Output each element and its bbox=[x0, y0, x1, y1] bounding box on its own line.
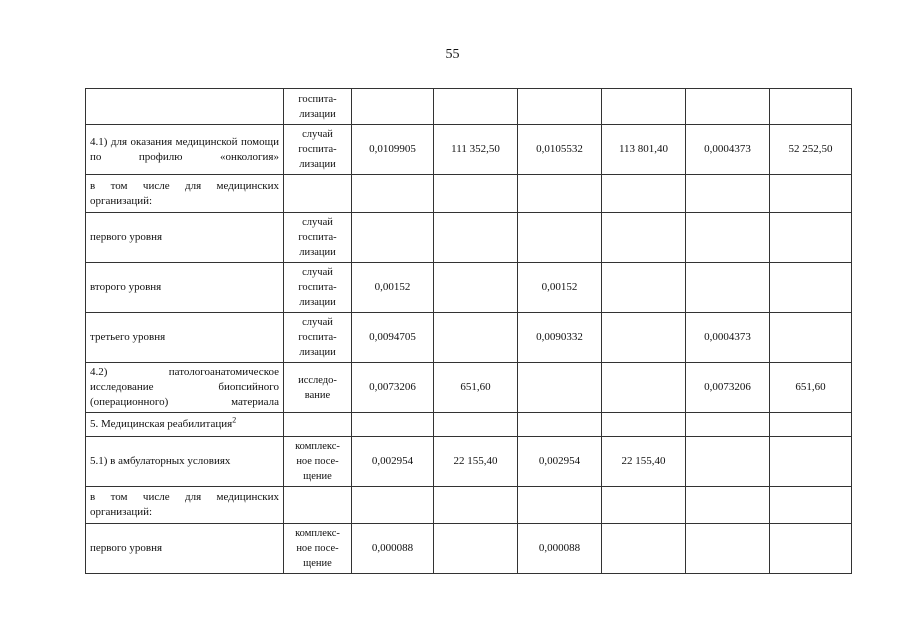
value-cell: 651,60 bbox=[434, 363, 518, 413]
value-cell bbox=[518, 213, 602, 263]
value-cell: 0,0105532 bbox=[518, 125, 602, 175]
value-cell: 22 155,40 bbox=[434, 437, 518, 487]
value-cell bbox=[686, 413, 770, 437]
value-cell bbox=[770, 263, 852, 313]
value-cell bbox=[352, 413, 434, 437]
unit-text: комплекс- ное посе- щение bbox=[295, 528, 340, 569]
value-cell bbox=[434, 487, 518, 524]
value-cell bbox=[518, 363, 602, 413]
value-cell: 0,0109905 bbox=[352, 125, 434, 175]
value-cell bbox=[518, 487, 602, 524]
table-row bbox=[86, 89, 852, 125]
row-description bbox=[86, 175, 284, 213]
row-description: третьего уровня bbox=[86, 313, 284, 363]
row-description bbox=[86, 125, 284, 175]
desc-text: в том числе для медицинских организаций: bbox=[90, 491, 279, 518]
value-cell bbox=[686, 263, 770, 313]
row-description bbox=[86, 363, 284, 413]
unit-text: случай госпита- лизации bbox=[298, 129, 337, 170]
value-cell bbox=[602, 524, 686, 574]
value-cell bbox=[602, 363, 686, 413]
value-cell bbox=[352, 89, 434, 125]
value-cell: 0,0094705 bbox=[352, 313, 434, 363]
value-cell bbox=[518, 89, 602, 125]
unit-text: случай госпита- лизации bbox=[298, 217, 337, 258]
desc-text: 5. Медицинская реабилитация bbox=[90, 418, 233, 430]
row-description bbox=[86, 413, 284, 437]
value-cell: 0,002954 bbox=[518, 437, 602, 487]
table-row bbox=[86, 524, 852, 574]
value-cell: 0,00152 bbox=[518, 263, 602, 313]
value-cell: 52 252,50 bbox=[770, 125, 852, 175]
value-cell: 0,002954 bbox=[352, 437, 434, 487]
value-cell bbox=[602, 89, 686, 125]
row-description bbox=[86, 487, 284, 524]
table-row bbox=[86, 363, 852, 413]
value-cell bbox=[770, 89, 852, 125]
value-cell bbox=[602, 175, 686, 213]
value-cell bbox=[770, 175, 852, 213]
value-cell bbox=[352, 175, 434, 213]
value-cell bbox=[434, 89, 518, 125]
value-cell: 22 155,40 bbox=[602, 437, 686, 487]
desc-text: в том числе для медицинских организаций: bbox=[90, 179, 279, 207]
value-cell bbox=[434, 524, 518, 574]
footnote-mark: 2 bbox=[232, 415, 237, 425]
unit-text: комплекс- ное посе- щение bbox=[295, 441, 340, 482]
value-cell bbox=[686, 524, 770, 574]
value-cell bbox=[352, 213, 434, 263]
value-cell: 0,000088 bbox=[518, 524, 602, 574]
table-row bbox=[86, 487, 852, 524]
value-cell bbox=[434, 213, 518, 263]
row-unit bbox=[284, 175, 352, 213]
value-cell bbox=[434, 263, 518, 313]
value-cell bbox=[770, 524, 852, 574]
value-cell bbox=[770, 413, 852, 437]
value-cell bbox=[686, 213, 770, 263]
value-cell bbox=[434, 413, 518, 437]
table-row bbox=[86, 213, 852, 263]
row-description: первого уровня bbox=[86, 213, 284, 263]
value-cell bbox=[352, 487, 434, 524]
value-cell bbox=[602, 313, 686, 363]
value-cell bbox=[434, 313, 518, 363]
value-cell: 0,000088 bbox=[352, 524, 434, 574]
row-unit bbox=[284, 213, 352, 263]
row-unit bbox=[284, 437, 352, 487]
value-cell bbox=[686, 437, 770, 487]
table-row bbox=[86, 125, 852, 175]
row-unit bbox=[284, 125, 352, 175]
value-cell bbox=[518, 175, 602, 213]
value-cell bbox=[602, 263, 686, 313]
value-cell bbox=[686, 487, 770, 524]
table-row bbox=[86, 263, 852, 313]
row-unit bbox=[284, 89, 352, 125]
table-row bbox=[86, 413, 852, 437]
row-unit bbox=[284, 313, 352, 363]
desc-text: 4.1) для оказания медицинской помощи по профилю «онкология» bbox=[90, 135, 279, 163]
row-unit bbox=[284, 263, 352, 313]
value-cell: 0,00152 bbox=[352, 263, 434, 313]
table-row bbox=[86, 437, 852, 487]
row-unit bbox=[284, 524, 352, 574]
value-cell: 0,0073206 bbox=[686, 363, 770, 413]
row-description bbox=[86, 89, 284, 125]
unit-text: случай госпита- лизации bbox=[298, 267, 337, 308]
row-unit bbox=[284, 413, 352, 437]
table-row bbox=[86, 175, 852, 213]
value-cell bbox=[602, 213, 686, 263]
unit-text: случай госпита- лизации bbox=[298, 317, 337, 358]
desc-text: 4.2) патологоанатомическое исследование биопсийного (операционного) материала bbox=[90, 366, 279, 408]
page-number: 55 bbox=[445, 47, 460, 62]
row-unit bbox=[284, 487, 352, 524]
value-cell bbox=[686, 175, 770, 213]
value-cell bbox=[602, 413, 686, 437]
value-cell: 0,0090332 bbox=[518, 313, 602, 363]
value-cell: 0,0073206 bbox=[352, 363, 434, 413]
row-unit bbox=[284, 363, 352, 413]
value-cell bbox=[770, 437, 852, 487]
value-cell bbox=[518, 413, 602, 437]
value-cell bbox=[770, 487, 852, 524]
row-description: первого уровня bbox=[86, 524, 284, 574]
value-cell: 0,0004373 bbox=[686, 125, 770, 175]
value-cell bbox=[434, 175, 518, 213]
value-cell: 651,60 bbox=[770, 363, 852, 413]
value-cell bbox=[770, 213, 852, 263]
unit-text: госпита- лизации bbox=[298, 93, 337, 120]
table-row bbox=[86, 313, 852, 363]
tariff-table bbox=[85, 88, 852, 574]
value-cell: 113 801,40 bbox=[602, 125, 686, 175]
row-description: второго уровня bbox=[86, 263, 284, 313]
value-cell: 0,0004373 bbox=[686, 313, 770, 363]
value-cell bbox=[686, 89, 770, 125]
value-cell: 111 352,50 bbox=[434, 125, 518, 175]
unit-text: исследо- вание bbox=[298, 374, 337, 401]
row-description: 5.1) в амбулаторных условиях bbox=[86, 437, 284, 487]
value-cell bbox=[602, 487, 686, 524]
value-cell bbox=[770, 313, 852, 363]
